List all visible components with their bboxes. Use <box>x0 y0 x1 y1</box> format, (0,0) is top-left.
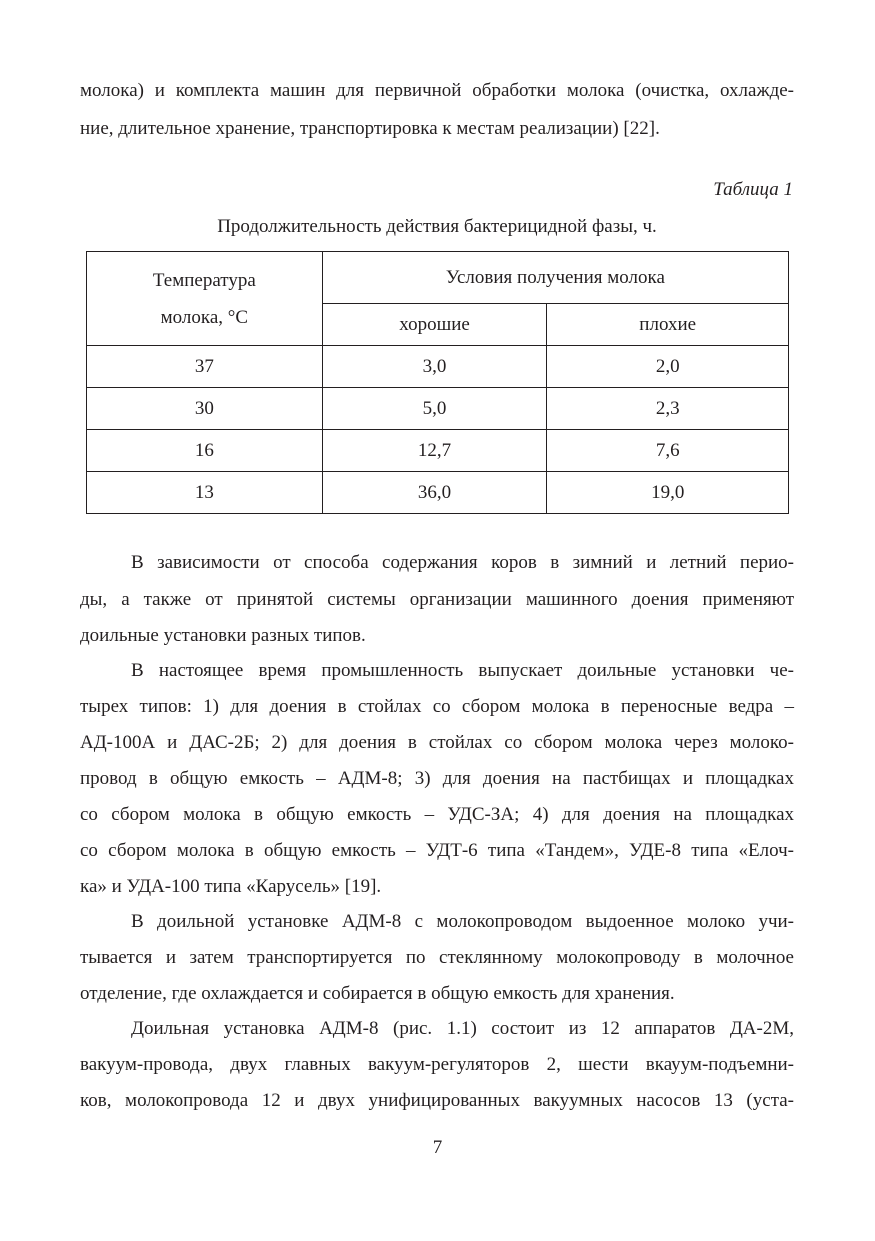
top-paragraph-line-1: молока) и комплекта машин для первичной обработки молока (очистка, охлажде- <box>80 80 794 101</box>
cell-good: 5,0 <box>322 388 547 430</box>
header-temperature <box>87 252 323 346</box>
paragraph-3-line-3: отделение, где охлаждается и собирается в общую емкость для хранения. <box>80 983 675 1004</box>
paragraph-2-line-3: АД-100А и ДАС-2Б; 2) для доения в стойлах со сбором молока через молоко- <box>80 732 794 753</box>
paragraph-4-line-3: ков, молокопровода 12 и двух унифицированных вакуумных насосов 13 (уста- <box>80 1090 794 1111</box>
paragraph-1-line-1: В зависимости от способа содержания коров в зимний и летний перио- <box>131 552 794 573</box>
cell-temperature: 13 <box>87 472 323 514</box>
cell-bad: 7,6 <box>547 430 789 472</box>
cell-temperature: 16 <box>87 430 323 472</box>
cell-bad: 2,3 <box>547 388 789 430</box>
table-row <box>87 346 789 388</box>
table-row <box>87 430 789 472</box>
cell-temperature: 37 <box>87 346 323 388</box>
paragraph-2-line-4: провод в общую емкость – АДМ-8; 3) для доения на пастбищах и площадках <box>80 768 794 789</box>
paragraph-2-line-1: В настоящее время промышленность выпускает доильные установки че- <box>131 660 794 681</box>
cell-good: 3,0 <box>322 346 547 388</box>
paragraph-1-line-2: ды, а также от принятой системы организации машинного доения применяют <box>80 589 794 610</box>
paragraph-2-line-6: со сбором молока в общую емкость – УДТ-6 типа «Тандем», УДЕ-8 типа «Елоч- <box>80 840 794 861</box>
table-title: Продолжительность действия бактерицидной фазы, ч. <box>217 216 657 237</box>
paragraph-2-line-2: тырех типов: 1) для доения в стойлах со сбором молока в переносные ведра – <box>80 696 794 717</box>
subheader-bad: плохие <box>547 304 789 346</box>
cell-bad: 19,0 <box>547 472 789 514</box>
header-temperature-line-2: молока, °С <box>160 306 249 328</box>
top-paragraph-line-2: ние, длительное хранение, транспортировка к местам реализации) [22]. <box>80 118 660 139</box>
paragraph-3-line-1: В доильной установке АДМ-8 с молокопроводом выдоенное молоко учи- <box>131 911 794 932</box>
paragraph-4-line-1: Доильная установка АДМ-8 (рис. 1.1) состоит из 12 аппаратов ДА-2М, <box>131 1018 794 1039</box>
table-row <box>87 388 789 430</box>
paragraph-2-line-7: ка» и УДА-100 типа «Карусель» [19]. <box>80 876 382 897</box>
header-temperature-line-1: Температура <box>152 269 256 291</box>
paragraph-1-line-3: доильные установки разных типов. <box>80 625 366 646</box>
table-row <box>87 472 789 514</box>
paragraph-3-line-2: тывается и затем транспортируется по стеклянному молокопроводу в молочное <box>80 947 794 968</box>
header-conditions: Условия получения молока <box>322 252 788 304</box>
bactericidal-phase-table <box>86 251 789 514</box>
page-number: 7 <box>432 1137 443 1158</box>
table-caption: Таблица 1 <box>713 179 793 200</box>
subheader-good: хорошие <box>322 304 547 346</box>
cell-good: 36,0 <box>322 472 547 514</box>
paragraph-2-line-5: со сбором молока в общую емкость – УДС-ЗА; 4) для доения на площадках <box>80 804 794 825</box>
cell-bad: 2,0 <box>547 346 789 388</box>
paragraph-4-line-2: вакуум-провода, двух главных вакуум-регуляторов 2, шести вкауум-подъемни- <box>80 1054 794 1075</box>
cell-good: 12,7 <box>322 430 547 472</box>
cell-temperature: 30 <box>87 388 323 430</box>
